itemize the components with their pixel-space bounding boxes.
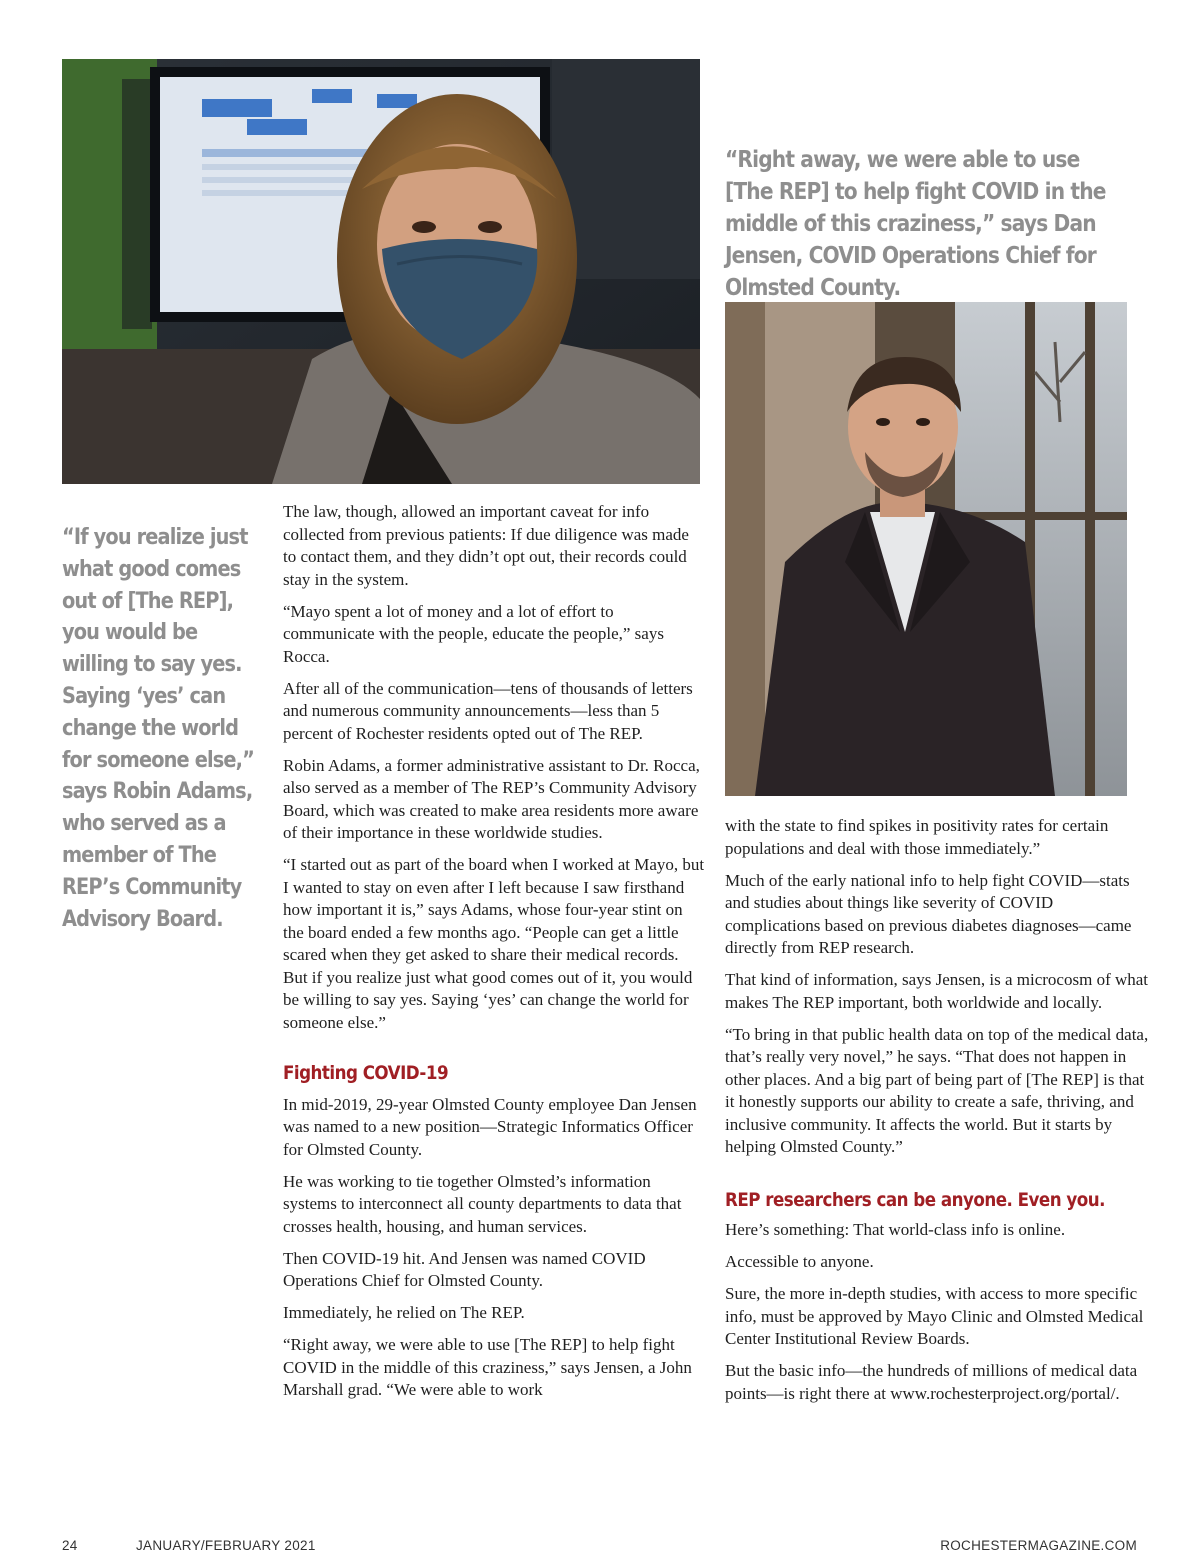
photo-robin-adams [62, 59, 700, 484]
subhead-fighting-covid: Fighting COVID-19 [283, 1062, 449, 1084]
paragraph: Immediately, he relied on The REP. [283, 1303, 525, 1322]
paragraph: “To bring in that public health data on top of the medical data, that’s really very novel,” he says. “That does not happen in other places. And a big part of being part of [The REP] is that it honestly supports our ability to create a safe, thriving, and inclusive community. It affects the world. But it starts by helping Olmsted County.” [725, 1024, 1149, 1156]
paragraph: The law, though, allowed an important caveat for info collected from previous patients: If due diligence was made to contact them, and they didn’t opt out, their records could stay in the system. [283, 502, 689, 589]
paragraph: “I started out as part of the board when I worked at Mayo, but I wanted to stay on even after I left because I saw firsthand how important it is,” says Adams, whose four-year stint on the board ended a few months ago. “People can get a little scared when they get asked to share their medical records. But if you realize just what good comes out of it, you would be willing to say yes. Saying ‘yes’ can change the world for someone else.” [283, 855, 705, 1032]
page-number: 24 [62, 1538, 78, 1553]
paragraph: In mid-2019, 29-year Olmsted County employee Dan Jensen was named to a new position—Strategic Informatics Officer for Olmsted County. [283, 1094, 697, 1159]
photo-dan-jensen [725, 302, 1127, 796]
pull-quote-jensen: “Right away, we were able to use [The REP] to help fight COVID in the middle of this craziness,” says Dan Jensen, COVID Operations Chief for Olmsted County. [725, 145, 1106, 301]
subhead-rep-researchers: REP researchers can be anyone. Even you. [725, 1188, 1105, 1211]
paragraph: But the basic info—the hundreds of millions of medical data points—is right there at www.rochesterproject.org/portal/. [725, 1361, 1138, 1403]
article-column-right [725, 815, 1150, 1415]
paragraph: “Mayo spent a lot of money and a lot of effort to communicate with the people, educate the people,” says Rocca. [283, 601, 664, 666]
website-link[interactable]: ROCHESTERMAGAZINE.COM [940, 1538, 1137, 1553]
article-column-middle [283, 501, 705, 1411]
paragraph: Robin Adams, a former administrative assistant to Dr. Rocca, also served as a member of The REP’s Community Advisory Board, which was created to make area residents more aware of their importance in these worldwide studies. [283, 755, 700, 842]
paragraph: Accessible to anyone. [725, 1252, 874, 1271]
paragraph: He was working to tie together Olmsted’s information systems to interconnect all county departments to data that crosses health, housing, and human services. [283, 1171, 682, 1236]
paragraph: with the state to find spikes in positivity rates for certain populations and deal with those immediately.” [725, 816, 1109, 858]
paragraph: “Right away, we were able to use [The REP] to help fight COVID in the middle of this craziness,” says Jensen, a John Marshall grad. “We were able to work [283, 1335, 692, 1399]
pull-quote-adams: “If you realize just what good comes out of [The REP], you would be willing to say yes. Saying ‘yes’ can change the world for someone else,” says Robin Adams, who served as a member of The REP’s Community Advisory Board. [62, 524, 255, 932]
paragraph: Sure, the more in-depth studies, with access to more specific info, must be approved by Mayo Clinic and Olmsted Medical Center Institutional Review Boards. [725, 1284, 1144, 1348]
issue-date: JANUARY/FEBRUARY 2021 [136, 1538, 316, 1553]
paragraph: Here’s something: That world-class info is online. [725, 1220, 1066, 1239]
paragraph: Much of the early national info to help fight COVID—stats and studies about things like severity of COVID complications based on previous diabetes diagnoses—came directly from REP research. [725, 870, 1132, 957]
paragraph: Then COVID-19 hit. And Jensen was named COVID Operations Chief for Olmsted County. [283, 1248, 646, 1290]
paragraph: After all of the communication—tens of thousands of letters and numerous community announcements—less than 5 percent of Rochester residents opted out of The REP. [283, 678, 693, 743]
paragraph: That kind of information, says Jensen, is a microcosm of what makes The REP important, both worldwide and locally. [725, 970, 1149, 1012]
